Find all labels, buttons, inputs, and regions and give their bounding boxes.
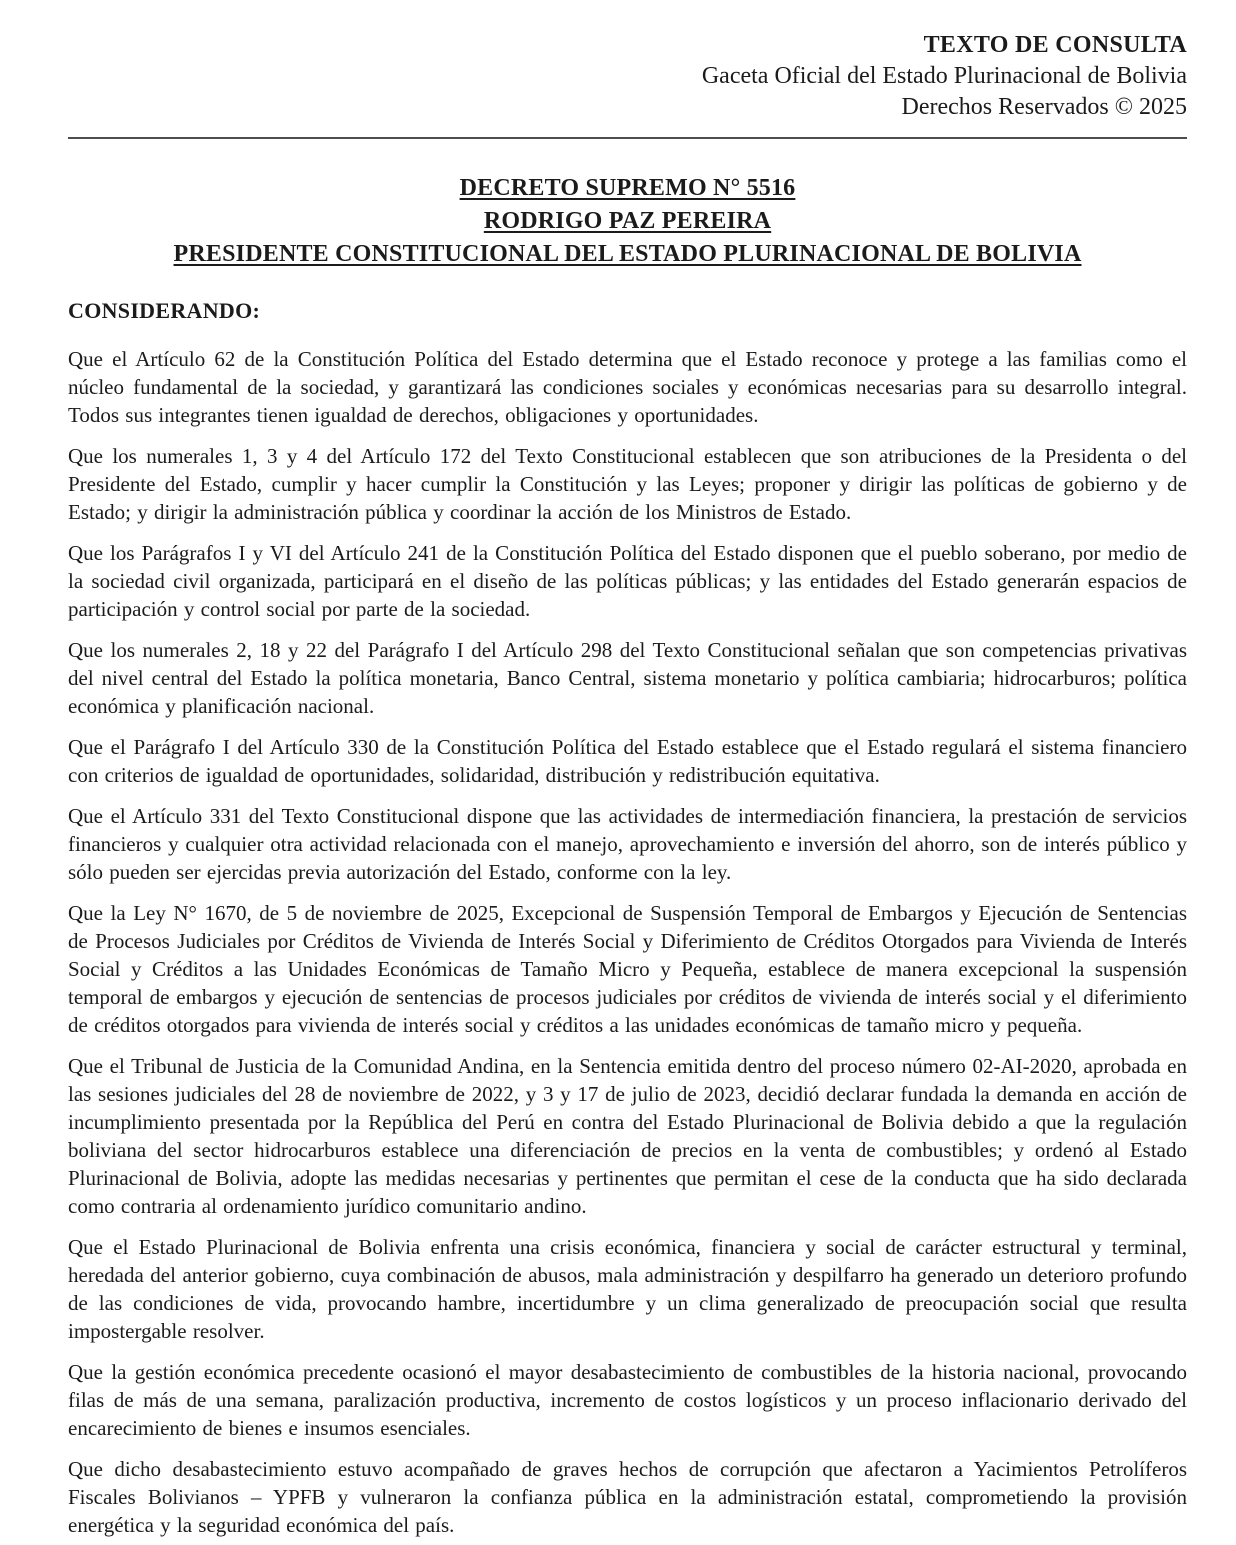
considerando-paragraph-1: Que el Artículo 62 de la Constitución Política del Estado determina que el Estado reconoce y protege a las familias como el núcleo fundamental de la sociedad, y garantizará las condiciones sociales y económicas necesarias para su desarrollo integral. Todos sus integrantes tienen igualdad de derechos, obligaciones y oportunidades. bbox=[68, 347, 1187, 427]
president-title: PRESIDENTE CONSTITUCIONAL DEL ESTADO PLURINACIONAL DE BOLIVIA bbox=[173, 241, 1082, 267]
considerando-paragraph-6: Que el Artículo 331 del Texto Constitucional dispone que las actividades de intermediación financiera, la prestación de servicios financieros y cualquier otra actividad relacionada con el manejo, aprovechamiento e inversión del ahorro, son de interés público y sólo pueden ser ejercidas previa autorización del Estado, conforme con la ley. bbox=[68, 804, 1187, 884]
considerando-heading: CONSIDERANDO: bbox=[68, 298, 261, 323]
document-body bbox=[68, 345, 1187, 1539]
considerando-paragraph-7: Que la Ley N° 1670, de 5 de noviembre de 2025, Excepcional de Suspensión Temporal de Embargos y Ejecución de Sentencias de Procesos Judiciales por Créditos de Vivienda de Interés Social y Diferimiento de Créditos Otorgados para Vivienda de Interés Social y Créditos a las Unidades Económicas de Tamaño Micro y Pequeña, establece de manera excepcional la suspensión temporal de embargos y ejecución de sentencias de procesos judiciales por créditos de vivienda de interés social y el diferimiento de créditos otorgados para vivienda de interés social y créditos a las unidades económicas de tamaño micro y pequeña. bbox=[68, 901, 1187, 1037]
decree-title-block bbox=[68, 172, 1187, 271]
considerando-paragraph-8: Que el Tribunal de Justicia de la Comunidad Andina, en la Sentencia emitida dentro del proceso número 02-AI-2020, aprobada en las sesiones judiciales del 28 de noviembre de 2022, y 3 y 17 de julio de 2023, decidió declarar fundada la demanda en acción de incumplimiento presentada por la República del Perú en contra del Estado Plurinacional de Bolivia debido a que la regulación boliviana del sector hidrocarburos establece una diferenciación de precios en la venta de combustibles; y ordenó al Estado Plurinacional de Bolivia, adopte las medidas necesarias y pertinentes que permitan el cese de la conducta que ha sido declarada como contraria al ordenamiento jurídico comunitario andino. bbox=[68, 1054, 1187, 1218]
header-texto-de-consulta: TEXTO DE CONSULTA bbox=[923, 32, 1187, 58]
considerando-paragraph-3: Que los Parágrafos I y VI del Artículo 241 de la Constitución Política del Estado disponen que el pueblo soberano, por medio de la sociedad civil organizada, participará en el diseño de las políticas públicas; y las entidades del Estado generarán espacios de participación y control social por parte de la sociedad. bbox=[68, 541, 1187, 621]
considerando-paragraph-11: Que dicho desabastecimiento estuvo acompañado de graves hechos de corrupción que afectaron a Yacimientos Petrolíferos Fiscales Bolivianos – YPFB y vulneraron la confianza pública en la administración estatal, comprometiendo la provisión energética y la seguridad económica del país. bbox=[68, 1457, 1187, 1537]
page-header bbox=[68, 30, 1187, 123]
header-derechos-reservados: Derechos Reservados © 2025 bbox=[901, 94, 1187, 120]
considerando-paragraph-10: Que la gestión económica precedente ocasionó el mayor desabastecimiento de combustibles de la historia nacional, provocando filas de más de una semana, paralización productiva, incremento de costos logísticos y un proceso inflacionario derivado del encarecimiento de bienes e insumos esenciales. bbox=[68, 1360, 1187, 1440]
header-gaceta-oficial: Gaceta Oficial del Estado Plurinacional de Bolivia bbox=[701, 63, 1187, 89]
considerando-paragraph-2: Que los numerales 1, 3 y 4 del Artículo 172 del Texto Constitucional establecen que son atribuciones de la Presidenta o del Presidente del Estado, cumplir y hacer cumplir la Constitución y las Leyes; proponer y dirigir las políticas de gobierno y de Estado; y dirigir la administración pública y coordinar la acción de los Ministros de Estado. bbox=[68, 444, 1187, 524]
considerando-paragraph-5: Que el Parágrafo I del Artículo 330 de la Constitución Política del Estado establece que el Estado regulará el sistema financiero con criterios de igualdad de oportunidades, solidaridad, distribución y redistribución equitativa. bbox=[68, 735, 1187, 787]
considerando-paragraph-9: Que el Estado Plurinacional de Bolivia enfrenta una crisis económica, financiera y social de carácter estructural y terminal, heredada del anterior gobierno, cuya combinación de abusos, mala administración y despilfarro ha generado un deterioro profundo de las condiciones de vida, provocando hambre, incertidumbre y un clima generalizado de preocupación social que resulta impostergable resolver. bbox=[68, 1235, 1187, 1343]
decree-number: DECRETO SUPREMO N° 5516 bbox=[459, 175, 796, 201]
header-divider-rule bbox=[68, 137, 1187, 139]
president-name: RODRIGO PAZ PEREIRA bbox=[483, 208, 772, 234]
considerando-paragraph-4: Que los numerales 2, 18 y 22 del Parágrafo I del Artículo 298 del Texto Constitucional señalan que son competencias privativas del nivel central del Estado la política monetaria, Banco Central, sistema monetario y política cambiaria; hidrocarburos; política económica y planificación nacional. bbox=[68, 638, 1187, 718]
